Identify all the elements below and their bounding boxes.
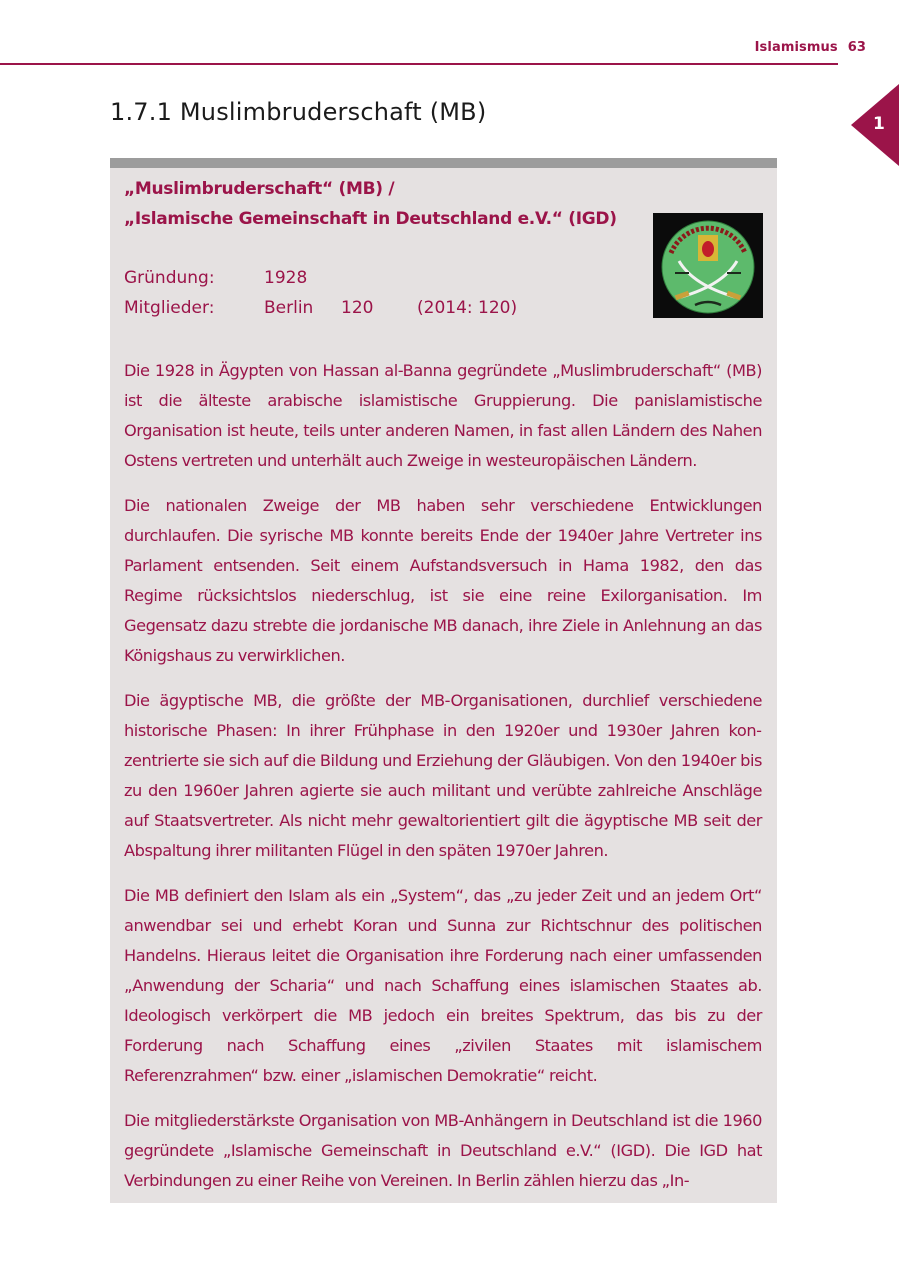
page-number: 63 <box>847 40 866 55</box>
paragraph: Die nationalen Zweige der MB haben sehr verschiedene Entwicklungen durchlaufen. Die syrische MB konnte bereits Ende der 1940er Jahre Vertreter ins Parlament entsenden. Seit einem Aufstandsversuch in Hama 1982, den das Regime rücksichtslos niederschlug, ist sie eine reine Exilorganisation. Im Gegensatz dazu strebte die jordanische MB danach, ihre Ziele in Anlehnung an das Königshaus zu verwirklichen. <box>124 496 762 665</box>
paragraph: Die mitgliederstärkste Organisation von MB-Anhängern in Deutschland ist die 1960 gegründete „Islamische Gemeinschaft in Deutschland e.V.“ (IGD). Die IGD hat Verbindungen zu einer Reihe von Vereinen. In Berlin zählen hierzu das „In- <box>124 1111 762 1190</box>
box-heading-line-1: „Muslimbruderschaft“ (MB) / <box>124 179 395 199</box>
chapter-tab-number: 1 <box>873 114 885 134</box>
box-heading-line-2: „Islamische Gemeinschaft in Deutschland e.V.“ (IGD) <box>124 209 617 229</box>
header-rule <box>0 63 838 65</box>
info-box <box>110 158 777 1203</box>
fact-label: Gründung: <box>124 268 215 288</box>
fact-value-location: Berlin <box>264 298 314 318</box>
fact-value: 1928 <box>264 268 308 288</box>
paragraph: Die ägyptische MB, die größte der MB-Organisationen, durchlief verschiedene historische Phasen: In ihrer Frühphase in den 1920er und 1930er Jahren konzentrierte sie sich auf die Bildung und Erziehung der Gläubigen. Von den 1940er bis zu den 1960er Jahren agierte sie auch militant und verübte zahlreiche Anschläge auf Staatsvertreter. Als nicht mehr gewaltorientiert gilt die ägyptische MB seit der Abspaltung ihrer militanten Flügel in den späten 1970er Jahren. <box>124 691 762 860</box>
fact-value-previous-year: (2014: 120) <box>417 298 518 318</box>
muslim-brotherhood-emblem-icon <box>653 213 763 318</box>
fact-value-count: 120 <box>341 298 374 318</box>
paragraph: Die MB definiert den Islam als ein „System“, das „zu jeder Zeit und an jedem Ort“ anwendbar sei und erhebt Koran und Sunna zur Richtschnur des politischen Handelns. Hieraus leitet die Organisation ihre Forderung nach einer umfassenden „Anwendung der Scharia“ und nach Schaffung eines islamischen Staates ab. Ideologisch verkörpert die MB jedoch ein breites Spektrum, das bis zu der Forderung nach Schaffung eines „zivilen Staates mit islamischem Referenzrahmen“ bzw. einer „islamischen Demokratie“ reicht. <box>124 886 762 1085</box>
fact-label: Mitglieder: <box>124 298 215 318</box>
body-text <box>124 356 762 1211</box>
running-head <box>755 40 866 55</box>
section-title: 1.7.1 Muslimbruderschaft (MB) <box>110 98 487 126</box>
running-title: Islamismus <box>754 40 838 55</box>
info-box-top-bar <box>110 158 777 168</box>
paragraph: Die 1928 in Ägypten von Hassan al-Banna gegründete „Muslimbruderschaft“ (MB) ist die älteste arabische islamistische Gruppierung. Die panislamistische Organisation ist heute, teils unter anderen Namen, in fast allen Ländern des Nahen Ostens vertreten und unterhält auch Zweige in westeuropäischen Ländern. <box>124 361 762 470</box>
emblem-graphic <box>653 213 763 318</box>
